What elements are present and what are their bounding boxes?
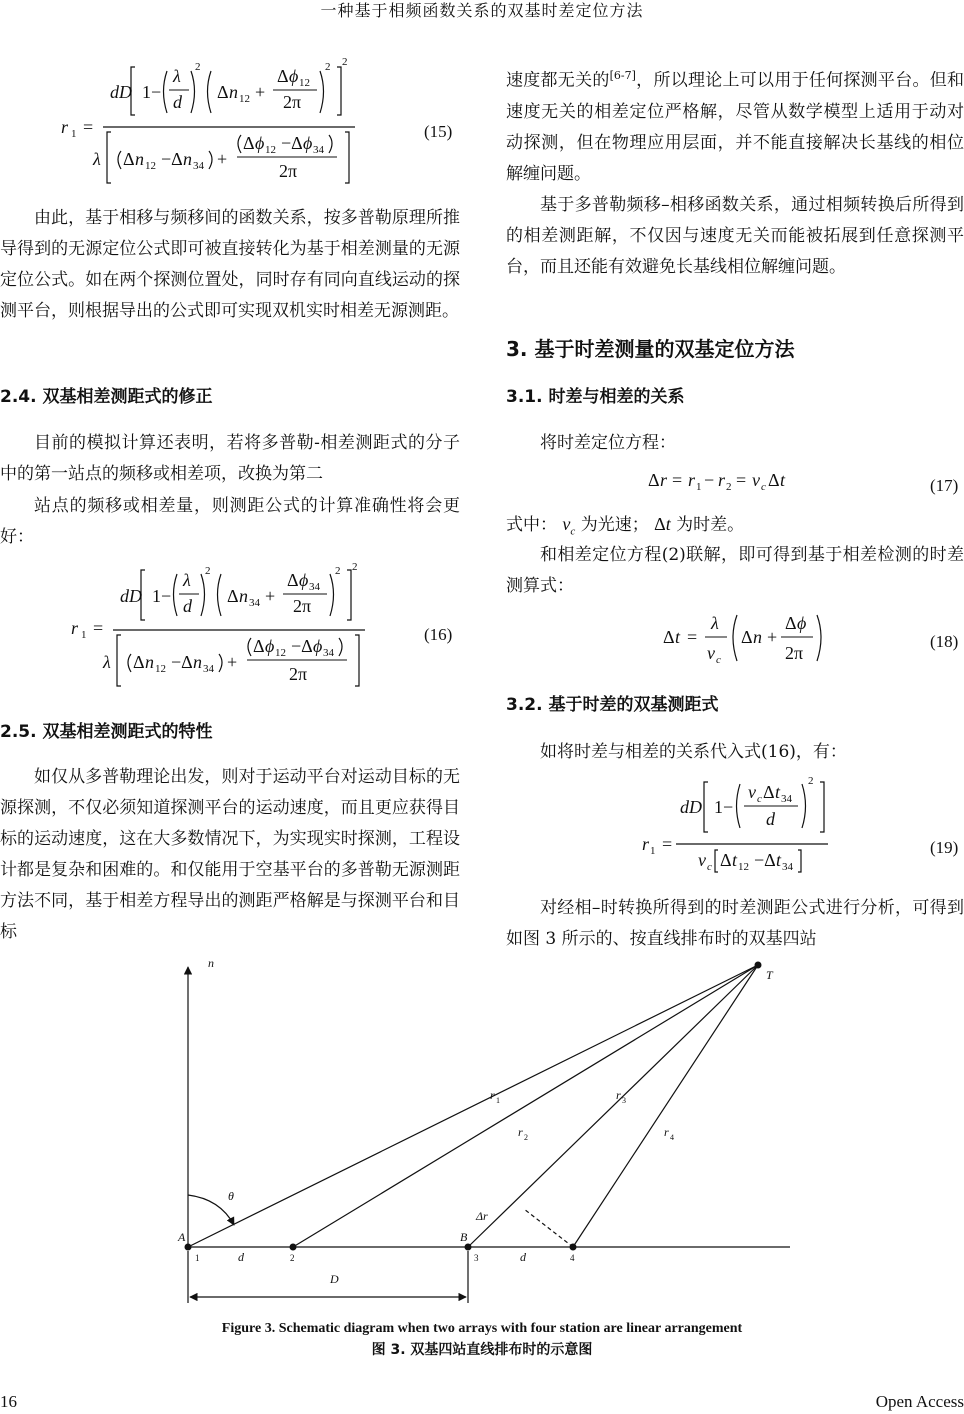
label-r4-sub: 4 xyxy=(670,1133,674,1142)
svg-text:n: n xyxy=(193,652,202,672)
figure-caption-cn: 图 3. 双基四站直线排布时的示意图 xyxy=(371,1342,593,1358)
svg-text:ϕ: ϕ xyxy=(289,66,299,86)
svg-text:v: v xyxy=(748,782,756,802)
svg-text:t: t xyxy=(776,850,782,870)
svg-text:34: 34 xyxy=(313,144,324,156)
paragraph: 和相差定位方程(2)联解，即可得到基于相差检测的时差测算式： xyxy=(506,545,964,596)
svg-text:2π: 2π xyxy=(785,643,804,663)
svg-text:Δ: Δ xyxy=(243,133,255,153)
svg-text:d: d xyxy=(766,809,775,829)
svg-text:2: 2 xyxy=(325,61,331,73)
svg-text:Δ: Δ xyxy=(133,652,145,672)
ray-r2 xyxy=(293,965,758,1247)
paragraph xyxy=(506,60,964,190)
left-column xyxy=(0,0,460,960)
svg-text:c: c xyxy=(716,654,721,666)
ray-r1 xyxy=(188,965,758,1247)
svg-text:Δ: Δ xyxy=(253,636,265,656)
svg-text:12: 12 xyxy=(299,77,310,89)
svg-text:Δ: Δ xyxy=(287,570,299,590)
paragraph-text: 为光速； xyxy=(580,515,649,535)
svg-text:2: 2 xyxy=(808,775,814,787)
svg-text:=: = xyxy=(93,618,104,638)
svg-text:−Δ: −Δ xyxy=(171,652,193,672)
svg-text:Δ: Δ xyxy=(277,66,289,86)
svg-text:d: d xyxy=(183,596,192,616)
svg-text:dD: dD xyxy=(110,82,132,102)
paragraph-text: 速度都无关的 xyxy=(506,70,610,91)
svg-text:−Δ: −Δ xyxy=(754,850,776,870)
svg-text:1: 1 xyxy=(650,845,656,857)
svg-text:12: 12 xyxy=(738,861,749,873)
svg-text:ϕ: ϕ xyxy=(265,636,275,656)
svg-text:t: t xyxy=(732,850,738,870)
svg-text:Δ: Δ xyxy=(785,613,797,633)
equation-16-number: (16) xyxy=(424,625,453,644)
target-point xyxy=(755,962,762,969)
svg-text:−Δ: −Δ xyxy=(281,133,303,153)
svg-text:12: 12 xyxy=(265,144,276,156)
label-r1-sub: 1 xyxy=(496,1096,500,1105)
station-3 xyxy=(465,1244,472,1251)
station-4 xyxy=(570,1244,577,1251)
section-heading-3-2: 3.2. 基于时差的双基测距式 xyxy=(506,695,719,715)
station-label-1: 1 xyxy=(195,1253,200,1263)
figure-caption-en: Figure 3. Schematic diagram when two arrays with four station are linear arrangement xyxy=(221,1321,743,1336)
svg-text:n: n xyxy=(229,82,238,102)
svg-text:2: 2 xyxy=(205,565,211,577)
paragraph: 站点的频移或相差量，则测距公式的计算准确性将会更好： xyxy=(0,496,460,547)
svg-text:r: r xyxy=(718,470,726,490)
equation-17-number: (17) xyxy=(930,476,959,495)
svg-text:v: v xyxy=(707,643,715,663)
svg-text:Δ: Δ xyxy=(227,586,239,606)
svg-text:n: n xyxy=(183,149,192,169)
svg-text:2: 2 xyxy=(342,56,348,68)
svg-text:=: = xyxy=(736,470,747,490)
svg-text:−Δ: −Δ xyxy=(291,636,313,656)
svg-text:n: n xyxy=(145,652,154,672)
journal-name: Open Access xyxy=(875,1392,964,1411)
svg-text:1−: 1− xyxy=(714,797,734,817)
paragraph: 如将时差与相差的关系代入式(16)，有： xyxy=(540,742,847,762)
svg-text:2: 2 xyxy=(195,61,201,73)
svg-text:=: = xyxy=(672,470,683,490)
running-header: 一种基于相频函数关系的双基时差定位方法 xyxy=(320,1,644,20)
svg-text:r: r xyxy=(71,618,79,638)
svg-text:c: c xyxy=(761,481,766,493)
label-r4: r xyxy=(664,1125,669,1139)
svg-text:+: + xyxy=(767,627,778,647)
paragraph-text: ，所以理论上可以用于任何探测平台。但和速度无关的相差定位严格解，尽管从数学模型上适用于动对动探测，但在物理应用层面，并不能直接解决长基线的相位解缠问题。 xyxy=(506,70,964,184)
svg-text:1: 1 xyxy=(81,629,87,641)
section-heading-2-5: 2.5. 双基相差测距式的特性 xyxy=(0,722,213,742)
svg-text:ϕ: ϕ xyxy=(299,570,309,590)
svg-text:n: n xyxy=(135,149,144,169)
label-n: n xyxy=(208,956,214,970)
svg-text:λ: λ xyxy=(93,149,101,169)
label-d-2: d xyxy=(520,1250,526,1264)
svg-text:2π: 2π xyxy=(283,92,302,112)
ray-r4 xyxy=(573,965,758,1247)
page-number: 16 xyxy=(0,1392,17,1411)
svg-text:1−: 1− xyxy=(152,586,172,606)
svg-text:t: t xyxy=(780,470,786,490)
svg-text:34: 34 xyxy=(193,160,204,172)
paragraph-text: 式中： xyxy=(506,515,557,535)
svg-text:=: = xyxy=(662,834,673,854)
svg-text:2: 2 xyxy=(335,565,341,577)
svg-text:r: r xyxy=(61,117,69,137)
svg-text:r: r xyxy=(660,470,668,490)
station-label-2: 2 xyxy=(290,1253,295,1263)
label-B: B xyxy=(460,1230,468,1244)
paragraph: 将时差定位方程： xyxy=(540,433,676,453)
svg-text:r: r xyxy=(642,834,650,854)
svg-text:r: r xyxy=(688,470,696,490)
label-r2: r xyxy=(518,1125,523,1139)
math-vc: $v_c$ xyxy=(562,514,576,538)
svg-text:34: 34 xyxy=(309,581,320,593)
svg-text:v: v xyxy=(698,850,706,870)
svg-text:2: 2 xyxy=(726,481,732,493)
svg-text:c: c xyxy=(707,861,712,873)
svg-text:12: 12 xyxy=(145,160,156,172)
figure-3-diagram xyxy=(150,955,810,1315)
svg-text:λ: λ xyxy=(183,570,191,590)
svg-text:n: n xyxy=(239,586,248,606)
paragraph-text: 为时差。 xyxy=(676,515,745,535)
equation-15 xyxy=(55,55,375,195)
station-1 xyxy=(185,1244,192,1251)
label-r1: r xyxy=(490,1088,495,1102)
label-delta-r: Δr xyxy=(476,1209,488,1223)
svg-text:n: n xyxy=(753,627,762,647)
svg-text:Δ: Δ xyxy=(763,782,775,802)
svg-text:+: + xyxy=(227,652,238,672)
svg-text:Δ: Δ xyxy=(768,470,780,490)
svg-text:Δ: Δ xyxy=(720,850,732,870)
section-heading-2-4: 2.4. 双基相差测距式的修正 xyxy=(0,387,213,407)
paragraph: 基于多普勒频移–相移函数关系，通过相频转换后所得到的相差测距解，不仅因与速度无关而能被拓展到任意探测平台，而且还能有效避免长基线相位解缠问题。 xyxy=(506,195,964,277)
svg-text:1−: 1− xyxy=(142,82,162,102)
svg-text:=: = xyxy=(687,627,698,647)
label-r2-sub: 2 xyxy=(524,1133,528,1142)
svg-text:12: 12 xyxy=(155,663,166,675)
paragraph: 由此，基于相移与频移间的函数关系，按多普勒原理所推导得到的无源定位公式即可被直接转化为基于相差测量的无源定位公式。如在两个探测位置处，同时存有同向直线运动的探测平台，则根据导出的公式即可实现双机实时相差无源测距。 xyxy=(0,208,460,321)
svg-text:1: 1 xyxy=(71,128,77,140)
station-2 xyxy=(290,1244,297,1251)
label-r3-sub: 3 xyxy=(622,1096,626,1105)
section-heading-3-1: 3.1. 时差与相差的关系 xyxy=(506,387,685,407)
svg-text:2π: 2π xyxy=(279,161,298,181)
label-D: D xyxy=(330,1272,339,1286)
svg-text:d: d xyxy=(173,92,182,112)
equation-15-number: (15) xyxy=(424,122,453,141)
equation-19-number: (19) xyxy=(930,838,959,857)
svg-text:34: 34 xyxy=(323,647,334,659)
svg-text:34: 34 xyxy=(203,663,214,675)
equation-18 xyxy=(661,605,831,671)
math-dt: Δt xyxy=(654,514,671,534)
section-heading-3: 3. 基于时差测量的双基定位方法 xyxy=(506,337,795,361)
svg-text:1: 1 xyxy=(696,481,702,493)
svg-text:34: 34 xyxy=(249,597,260,609)
svg-text:2π: 2π xyxy=(289,664,308,684)
station-label-3: 3 xyxy=(474,1253,479,1263)
svg-text:ϕ: ϕ xyxy=(313,636,323,656)
station-label-4: 4 xyxy=(570,1253,575,1263)
svg-text:Δ: Δ xyxy=(663,627,675,647)
label-r3: r xyxy=(616,1088,621,1102)
svg-text:Δ: Δ xyxy=(217,82,229,102)
label-theta: θ xyxy=(228,1189,234,1203)
svg-text:λ: λ xyxy=(173,66,181,86)
label-T: T xyxy=(766,968,773,982)
svg-text:2π: 2π xyxy=(293,596,312,616)
equation-17 xyxy=(646,464,806,498)
svg-text:Δ: Δ xyxy=(123,149,135,169)
svg-text:Δ: Δ xyxy=(741,627,753,647)
svg-text:λ: λ xyxy=(711,613,719,633)
svg-text:2: 2 xyxy=(352,562,358,573)
svg-text:t: t xyxy=(675,627,681,647)
svg-text:t: t xyxy=(775,782,781,802)
svg-text:ϕ: ϕ xyxy=(797,613,807,633)
paragraph: 对经相–时转换所得到的时差测距公式进行分析，可得到如图 3 所示的、按直线排布时的双基四站 xyxy=(506,898,964,949)
equation-19 xyxy=(636,770,836,880)
equation-18-number: (18) xyxy=(930,632,959,651)
svg-text:Δ: Δ xyxy=(648,470,660,490)
svg-text:ϕ: ϕ xyxy=(255,133,265,153)
svg-text:12: 12 xyxy=(239,93,250,105)
label-d-1: d xyxy=(238,1250,244,1264)
svg-text:v: v xyxy=(752,470,760,490)
ray-r3 xyxy=(468,965,758,1247)
equation-16 xyxy=(65,562,385,702)
paragraph: 如仅从多普勒理论出发，则对于运动平台对运动目标的无源探测，不仅必须知道探测平台的运动速度，而且更应获得目标的运动速度，这在大多数情况下，为实现实时探测，工程设计都是复杂和困难的。和仅能用于空基平台的多普勒无源测距方法不同，基于相差方程导出的测距严格解是与探测平台和目标 xyxy=(0,767,460,942)
paragraph: 目前的模拟计算还表明，若将多普勒-相差测距式的分子中的第一站点的频移或相差项，改换为第二 xyxy=(0,433,460,484)
label-A: A xyxy=(178,1230,186,1244)
svg-text:34: 34 xyxy=(782,861,793,873)
svg-text:+: + xyxy=(255,82,266,102)
svg-text:+: + xyxy=(265,586,276,606)
svg-text:+: + xyxy=(217,149,228,169)
svg-text:12: 12 xyxy=(275,647,286,659)
svg-text:34: 34 xyxy=(781,793,792,805)
svg-text:−Δ: −Δ xyxy=(161,149,183,169)
svg-text:ϕ: ϕ xyxy=(303,133,313,153)
svg-text:=: = xyxy=(83,117,94,137)
delta-r-dashed xyxy=(524,1209,573,1247)
svg-text:dD: dD xyxy=(120,586,142,606)
right-column xyxy=(506,0,964,960)
svg-text:−: − xyxy=(704,470,715,490)
svg-text:c: c xyxy=(757,793,762,805)
svg-text:λ: λ xyxy=(103,652,111,672)
citation: [6-7] xyxy=(609,69,636,82)
svg-text:dD: dD xyxy=(680,797,702,817)
